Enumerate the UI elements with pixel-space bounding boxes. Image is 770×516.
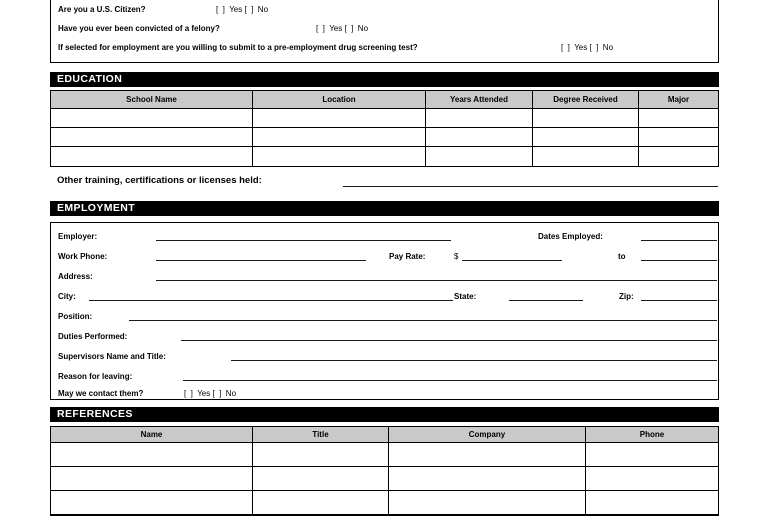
pre-employment-questions-box bbox=[50, 0, 719, 63]
reference-cell[interactable] bbox=[51, 491, 253, 515]
work-phone-input-line[interactable] bbox=[156, 260, 366, 261]
dollar-sign: $ bbox=[454, 252, 459, 261]
education-col-degree-received: Degree Received bbox=[533, 91, 639, 109]
reference-cell[interactable] bbox=[389, 443, 586, 467]
dates-employed-from-input-line[interactable] bbox=[641, 240, 717, 241]
address-label: Address: bbox=[58, 272, 93, 281]
duties-input-line[interactable] bbox=[181, 340, 717, 341]
drug-test-yes-no-checkboxes[interactable]: [ ] Yes [ ] No bbox=[561, 43, 614, 52]
employment-section-header: EMPLOYMENT bbox=[50, 201, 719, 216]
employer-label: Employer: bbox=[58, 232, 98, 241]
education-cell[interactable] bbox=[533, 128, 639, 147]
felony-question-label: Have you ever been convicted of a felony? bbox=[58, 24, 220, 33]
references-col-phone: Phone bbox=[586, 427, 718, 443]
education-table bbox=[50, 90, 719, 167]
references-col-company: Company bbox=[389, 427, 586, 443]
education-cell[interactable] bbox=[639, 128, 718, 147]
city-label: City: bbox=[58, 292, 76, 301]
education-cell[interactable] bbox=[253, 128, 426, 147]
references-section-header: REFERENCES bbox=[50, 407, 719, 422]
reference-cell[interactable] bbox=[51, 443, 253, 467]
felony-yes-no-checkboxes[interactable]: [ ] Yes [ ] No bbox=[316, 24, 369, 33]
education-cell[interactable] bbox=[253, 109, 426, 128]
dates-employed-to-input-line[interactable] bbox=[641, 260, 717, 261]
reference-cell[interactable] bbox=[389, 491, 586, 515]
supervisor-input-line[interactable] bbox=[231, 360, 717, 361]
position-input-line[interactable] bbox=[129, 320, 717, 321]
reference-cell[interactable] bbox=[389, 467, 586, 491]
city-input-line[interactable] bbox=[89, 300, 453, 301]
contact-yes-no-checkboxes[interactable]: [ ] Yes [ ] No bbox=[184, 389, 237, 398]
reference-cell[interactable] bbox=[51, 467, 253, 491]
city-state-zip-row bbox=[51, 288, 718, 301]
education-cell[interactable] bbox=[426, 128, 533, 147]
work-phone-label: Work Phone: bbox=[58, 252, 108, 261]
reason-row bbox=[51, 368, 718, 381]
reference-cell[interactable] bbox=[253, 491, 389, 515]
references-table bbox=[50, 426, 719, 516]
citizen-question-label: Are you a U.S. Citizen? bbox=[58, 5, 146, 14]
work-phone-row bbox=[51, 248, 718, 261]
employer-row bbox=[51, 228, 718, 241]
question-row-drug-test bbox=[51, 40, 718, 52]
education-cell[interactable] bbox=[253, 147, 426, 166]
position-row bbox=[51, 308, 718, 321]
reference-cell[interactable] bbox=[253, 467, 389, 491]
duties-row bbox=[51, 328, 718, 341]
education-cell[interactable] bbox=[639, 147, 718, 166]
state-input-line[interactable] bbox=[509, 300, 583, 301]
references-col-name: Name bbox=[51, 427, 253, 443]
reference-cell[interactable] bbox=[586, 467, 718, 491]
may-we-contact-label: May we contact them? bbox=[58, 389, 144, 398]
education-cell[interactable] bbox=[51, 147, 253, 166]
education-cell[interactable] bbox=[639, 109, 718, 128]
address-row bbox=[51, 268, 718, 281]
citizen-yes-no-checkboxes[interactable]: [ ] Yes [ ] No bbox=[216, 5, 269, 14]
employer-input-line[interactable] bbox=[156, 240, 451, 241]
state-label: State: bbox=[454, 292, 477, 301]
pay-rate-to-label: to bbox=[618, 252, 626, 261]
dates-employed-label: Dates Employed: bbox=[538, 232, 603, 241]
zip-input-line[interactable] bbox=[641, 300, 717, 301]
address-input-line[interactable] bbox=[156, 280, 717, 281]
references-col-title: Title bbox=[253, 427, 389, 443]
education-col-location: Location bbox=[253, 91, 426, 109]
pay-rate-input-line[interactable] bbox=[462, 260, 562, 261]
education-cell[interactable] bbox=[51, 128, 253, 147]
position-label: Position: bbox=[58, 312, 93, 321]
reason-for-leaving-label: Reason for leaving: bbox=[58, 372, 133, 381]
supervisor-name-title-label: Supervisors Name and Title: bbox=[58, 352, 166, 361]
reference-cell[interactable] bbox=[586, 443, 718, 467]
zip-label: Zip: bbox=[619, 292, 634, 301]
education-col-school-name: School Name bbox=[51, 91, 253, 109]
contact-row bbox=[51, 385, 718, 398]
education-cell[interactable] bbox=[426, 109, 533, 128]
education-section-header: EDUCATION bbox=[50, 72, 719, 87]
education-col-years-attended: Years Attended bbox=[426, 91, 533, 109]
supervisor-row bbox=[51, 348, 718, 361]
education-cell[interactable] bbox=[426, 147, 533, 166]
reason-input-line[interactable] bbox=[183, 380, 717, 381]
question-row-felony bbox=[51, 21, 718, 33]
other-training-label: Other training, certifications or licenses held: bbox=[57, 175, 262, 186]
other-training-input-line[interactable] bbox=[343, 178, 718, 187]
pay-rate-label: Pay Rate: bbox=[389, 252, 426, 261]
education-cell[interactable] bbox=[51, 109, 253, 128]
reference-cell[interactable] bbox=[253, 443, 389, 467]
education-col-major: Major bbox=[639, 91, 718, 109]
education-cell[interactable] bbox=[533, 147, 639, 166]
duties-performed-label: Duties Performed: bbox=[58, 332, 128, 341]
drug-test-question-label: If selected for employment are you willing to submit to a pre-employment drug screening test? bbox=[58, 43, 418, 52]
employment-details-box bbox=[50, 222, 719, 400]
education-cell[interactable] bbox=[533, 109, 639, 128]
question-row-citizen bbox=[51, 2, 718, 14]
reference-cell[interactable] bbox=[586, 491, 718, 515]
